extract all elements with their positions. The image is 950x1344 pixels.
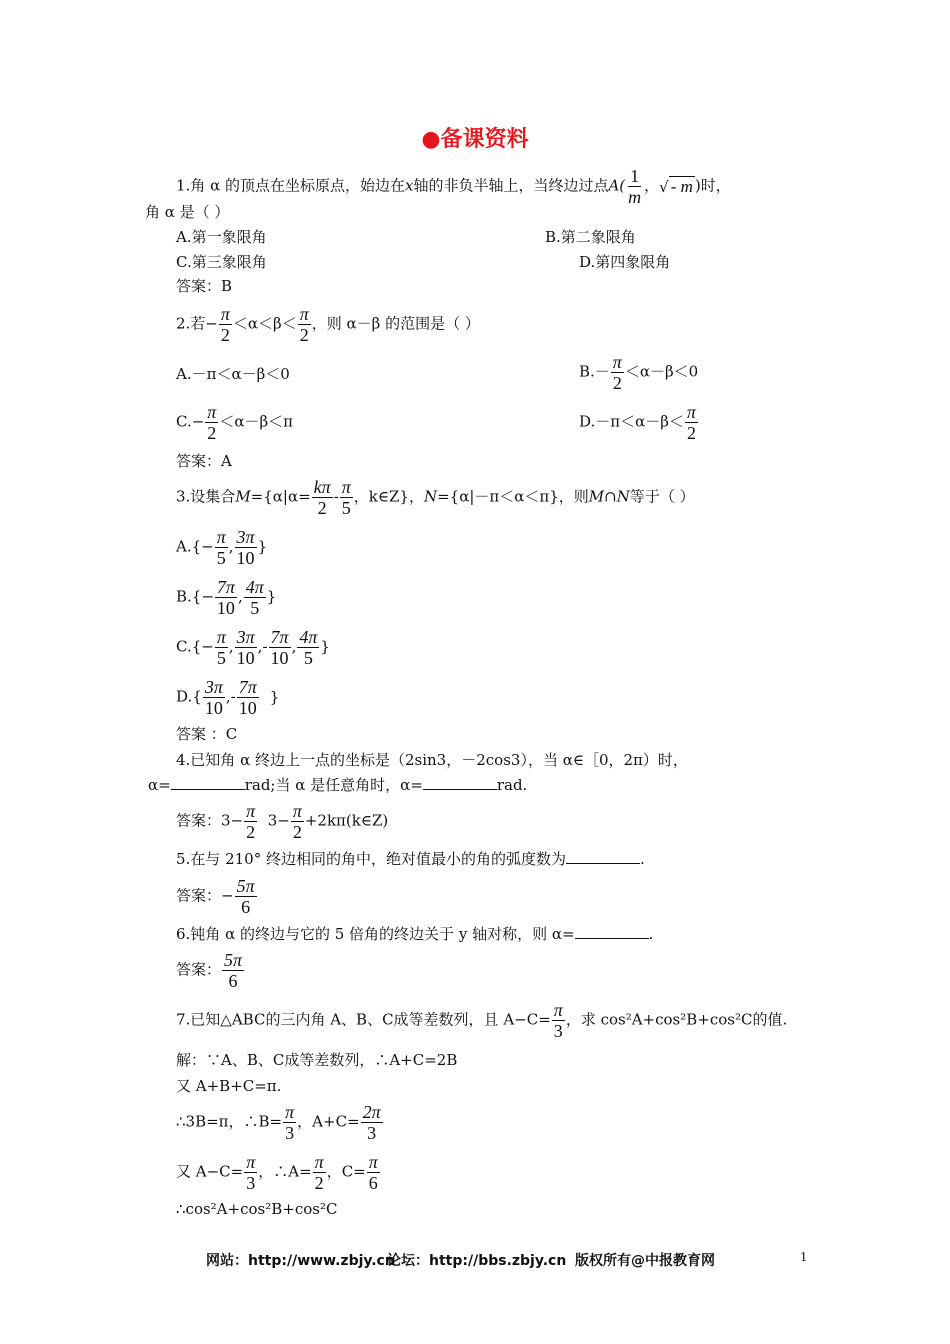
q1-line2: 角 α 是（ ）	[145, 203, 230, 221]
q7-step5: ∴cos²A+cos²B+cos²C	[176, 1200, 338, 1218]
q2-option-b: B.－ $\frac{\pi}{2}$ ＜α－β＜0	[579, 352, 699, 393]
q1-point: A(	[608, 176, 626, 195]
q1-option-c: C.第三象限角	[176, 253, 267, 271]
q1-x: x	[404, 176, 414, 195]
q4-blank1	[171, 775, 245, 790]
q3-option-d: D.{ $\frac{3\pi}{10}$ ,- $\frac{7\pi}{10}$ }	[176, 677, 280, 718]
q7-step1: 解：∵A、B、C成等差数列，∴A+C=2B	[176, 1051, 458, 1069]
q2-option-a: A.－π＜α－β＜0	[176, 365, 290, 383]
q2-option-c: C.− $\frac{\pi}{2}$ ＜α－β＜π	[176, 402, 293, 443]
q1-option-a: A.第一象限角	[176, 228, 267, 246]
q3-option-c: C.{− $\frac{\pi}{5}$ , $\frac{3\pi}{10}$ ,- $\frac{7\pi}{10}$ , $\frac{4\pi}{5}$ }	[176, 627, 330, 668]
q1-text2: 轴的非负半轴上，当终边过点	[413, 176, 609, 195]
q1-line1: 1.角 α 的顶点在坐标原点，始边在x轴的非负半轴上，当终边过点A( $\frac{1}{m}$ ，√ - m )时，	[176, 166, 731, 207]
q4-line1: 4.已知角 α 终边上一点的坐标是（2sin3，－2cos3），当 α∈［0，2π）时，	[176, 751, 688, 769]
page-title: ●备课资料	[421, 127, 529, 152]
q1-option-b: B.第二象限角	[545, 228, 636, 246]
q3-option-b: B.{− $\frac{7\pi}{10}$ , $\frac{4\pi}{5}$ }	[176, 577, 277, 618]
q7-step2: 又 A+B+C=π.	[176, 1077, 282, 1095]
q1-sqrt: √ - m	[659, 176, 693, 196]
q1-answer: 答案：B	[176, 277, 233, 295]
footer-forum: 论坛：http://bbs.zbjy.cn	[387, 1253, 567, 1269]
q6-line: 6.钝角 α 的终边与它的 5 倍角的终边关于 y 轴对称，则 α= .	[176, 925, 654, 943]
q4-blank2	[423, 775, 497, 790]
q3-answer: 答案 ：C	[176, 725, 238, 743]
q4-line2: α= rad;当 α 是任意角时，α= rad.	[148, 776, 528, 794]
q2-answer: 答案：A	[176, 452, 232, 470]
q7-step3: ∴3B=π，∴B= $\frac{\pi}{3}$ ，A+C= $\frac{2\pi}{3}$	[176, 1102, 381, 1143]
q6-blank	[575, 924, 649, 939]
q5-blank	[566, 849, 640, 864]
q3-option-a: A.{− $\frac{\pi}{5}$ , $\frac{3\pi}{10}$ }	[176, 527, 268, 568]
q2-frac1: $\frac{\pi}{2}$	[220, 304, 230, 345]
q1-option-d: D.第四象限角	[579, 253, 671, 271]
q6-answer: 答案： $\frac{5\pi}{6}$	[176, 950, 243, 991]
q7-step4: 又 A−C= $\frac{\pi}{3}$ ，∴A= $\frac{\pi}{2}$ ，C= $\frac{\pi}{6}$	[176, 1152, 378, 1193]
q7-line: 7.已知△ABC的三内角 A、B、C成等差数列，且 A−C= $\frac{\pi}{3}$ ，求 cos²A+cos²B+cos²C的值.	[176, 1000, 788, 1041]
footer-copyright: 版权所有@中报教育网	[575, 1253, 715, 1269]
q2-option-d: D.－π＜α－β＜ $\frac{\pi}{2}$	[579, 402, 696, 443]
q2-line: 2.若− $\frac{\pi}{2}$ ＜α＜β＜ $\frac{\pi}{2}$ ，则 α－β 的范围是（ ）	[176, 304, 480, 345]
q2-frac2: $\frac{\pi}{2}$	[299, 304, 309, 345]
q5-line: 5.在与 210° 终边相同的角中，绝对值最小的角的弧度数为 .	[176, 850, 645, 868]
page-number: 1	[800, 1250, 807, 1265]
q1-text: 1.角 α 的顶点在坐标原点，始边在	[176, 176, 405, 195]
q1-fraction: $\frac{1}{m}$	[628, 166, 642, 207]
q5-answer: 答案：− $\frac{5\pi}{6}$	[176, 876, 255, 917]
footer-website: 网站：http://www.zbjy.cn	[206, 1253, 395, 1269]
q4-answer: 答案：3− $\frac{\pi}{2}$ 3− $\frac{\pi}{2}$ +2kπ(k∈Z)	[176, 801, 389, 842]
q3-line: 3.设集合M={α|α= $\frac{k\pi}{2}$ - $\frac{\pi}{5}$ ，k∈Z}，N={α|－π＜α＜π}，则M∩N等于（ ）	[176, 477, 695, 518]
